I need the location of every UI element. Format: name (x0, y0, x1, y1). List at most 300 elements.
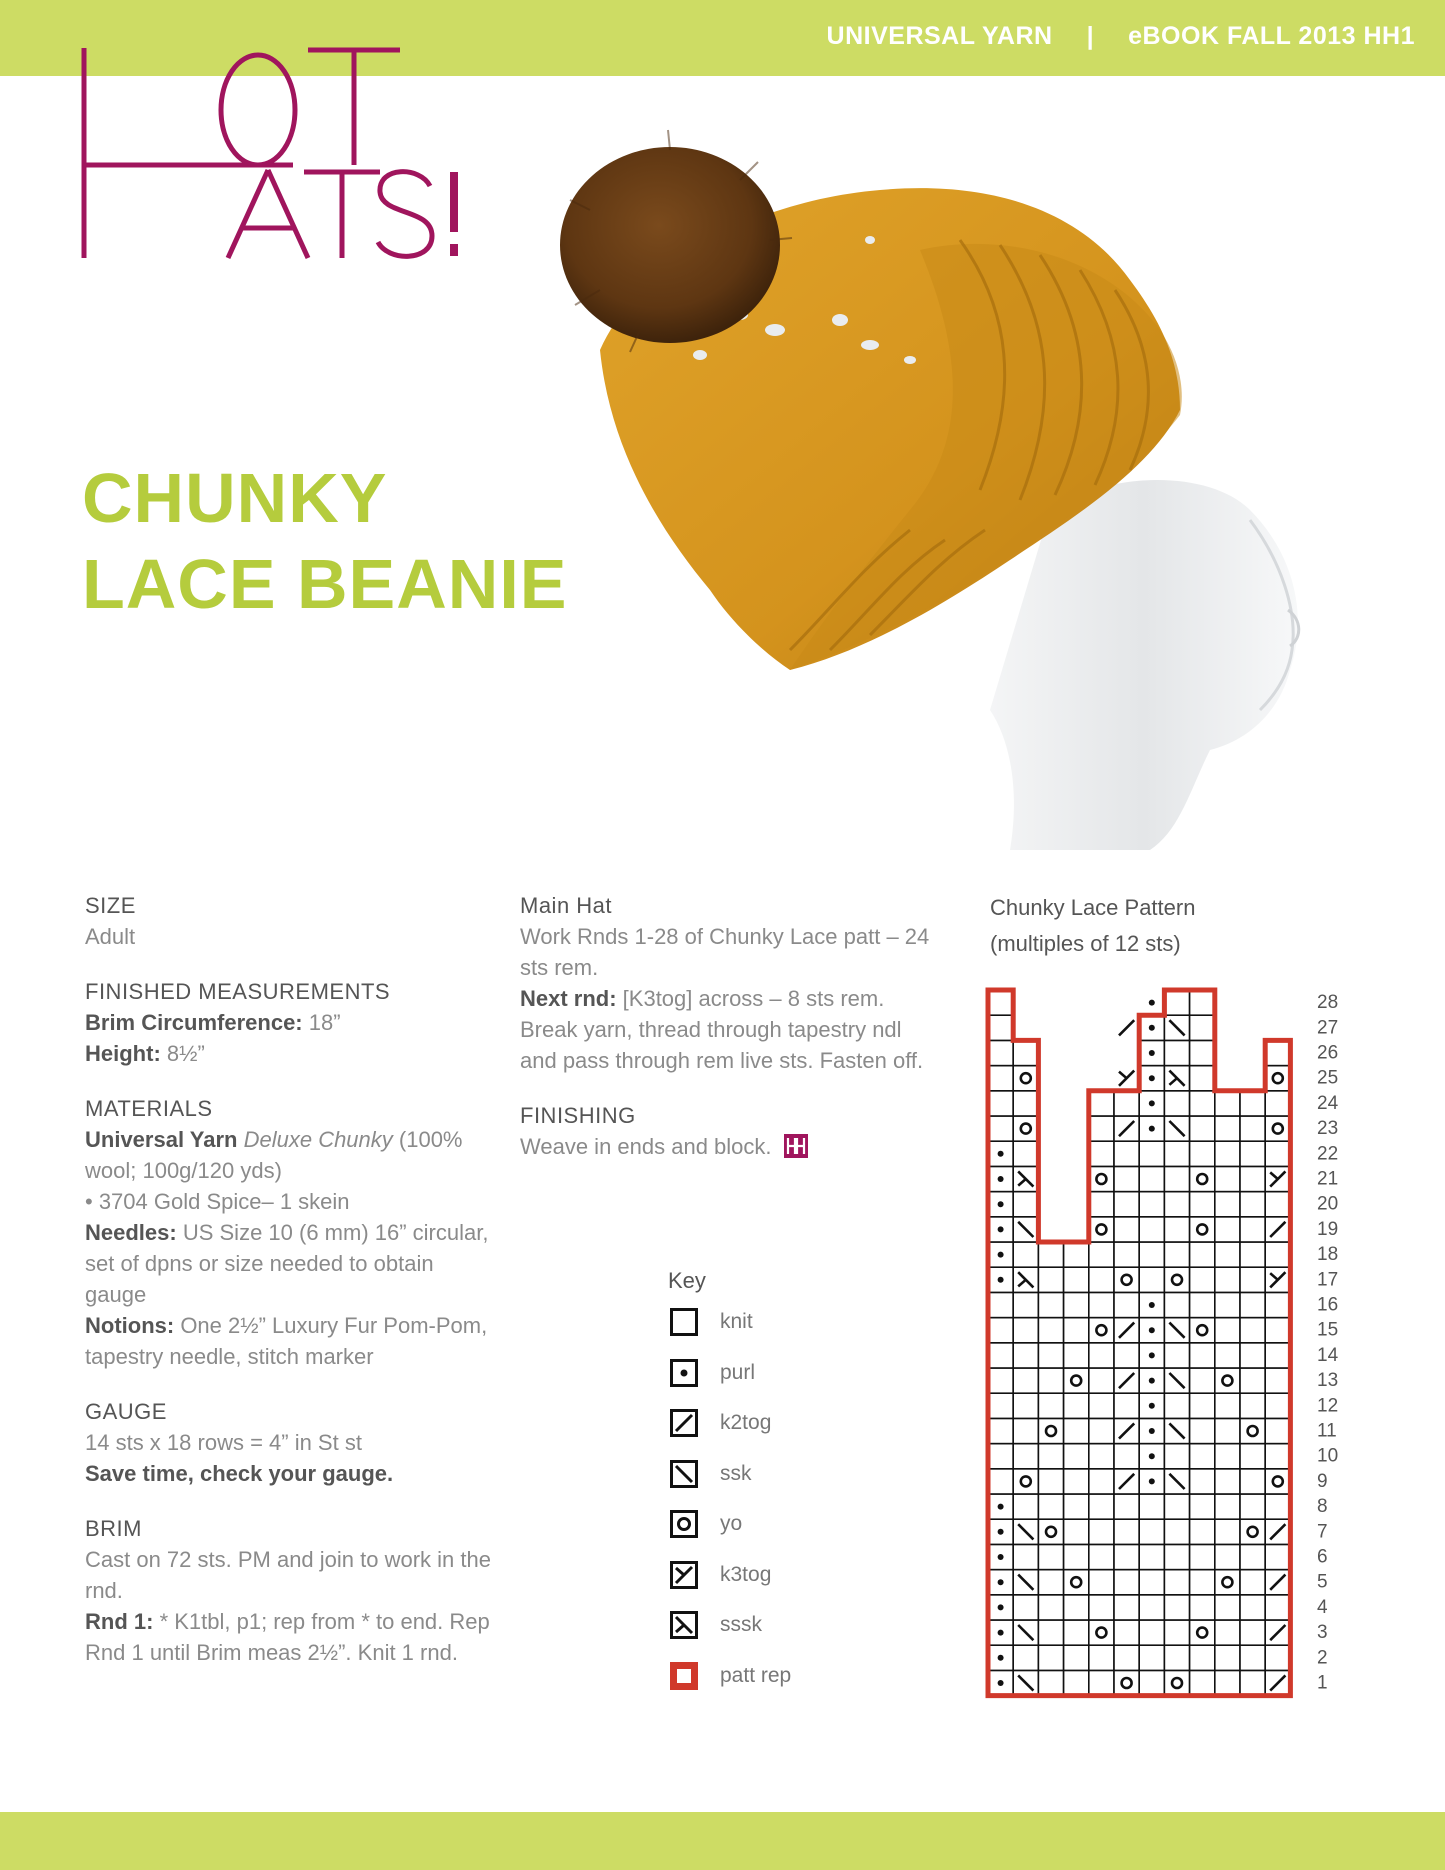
brim-heading: BRIM (85, 1516, 142, 1541)
chart-cell (1114, 1141, 1139, 1166)
chart-cell (1114, 1192, 1139, 1217)
chart-cell (1265, 1368, 1290, 1393)
chart-cell (988, 1091, 1013, 1116)
chart-cell (1089, 1418, 1114, 1443)
chart-cell (1089, 1141, 1114, 1166)
chart-cell (1265, 1066, 1290, 1091)
sssk-icon (670, 1611, 698, 1639)
chart-cell (1164, 1444, 1189, 1469)
size-value: Adult (85, 924, 136, 949)
purl-symbol (998, 1630, 1004, 1636)
chart-cell (1240, 1091, 1265, 1116)
chart-cell (1164, 1595, 1189, 1620)
purl-symbol (998, 1201, 1004, 1207)
chart-cell (1215, 1267, 1240, 1292)
chart-cell (1190, 1192, 1215, 1217)
chart-cell (1265, 1116, 1290, 1141)
chart-cell (1164, 1192, 1189, 1217)
purl-symbol (998, 1252, 1004, 1258)
chart-cell (1114, 1620, 1139, 1645)
chart-cell (1089, 1192, 1114, 1217)
row-number: 11 (1317, 1420, 1337, 1442)
chart-cell (1240, 1670, 1265, 1695)
chart-cell (1240, 1242, 1265, 1267)
chart-cell (1089, 1091, 1114, 1116)
chart-cell (1089, 1217, 1114, 1242)
chart-cell (1089, 1292, 1114, 1317)
row-number: 14 (1317, 1344, 1339, 1366)
chart-cell (1265, 1645, 1290, 1670)
chart-cell (1240, 1570, 1265, 1595)
chart-cell (1215, 1418, 1240, 1443)
chart-cell (1215, 1444, 1240, 1469)
chart-cell (988, 1015, 1013, 1040)
chart-cell (1164, 1141, 1189, 1166)
chart-cell (1190, 1368, 1215, 1393)
chart-cell (1114, 1645, 1139, 1670)
chart-cell (1164, 1217, 1189, 1242)
chart-cell (1139, 1544, 1164, 1569)
notions-value: One 2½” Luxury Fur Pom-Pom, tapestry needle, stitch marker (85, 1313, 488, 1369)
chart-cell (1190, 1570, 1215, 1595)
key-item (668, 1662, 918, 1713)
purl-symbol (1149, 1478, 1155, 1484)
row-number: 25 (1317, 1067, 1339, 1089)
chart-cell (1139, 1192, 1164, 1217)
chart-cell (1038, 1418, 1063, 1443)
chart-cell (988, 1040, 1013, 1065)
chart-cell (1013, 1418, 1038, 1443)
chart-cell (1215, 1242, 1240, 1267)
chart-cell (1089, 1620, 1114, 1645)
purl-symbol (1149, 1453, 1155, 1459)
purl-symbol (1149, 1428, 1155, 1434)
yarn-brand: Universal Yarn (85, 1127, 238, 1152)
purl-symbol (998, 1554, 1004, 1560)
height-value: 8½” (160, 1041, 205, 1066)
chart-cell (1164, 990, 1189, 1015)
chart-cell (1265, 1469, 1290, 1494)
chart-cell (1013, 1368, 1038, 1393)
chart-cell (1013, 1393, 1038, 1418)
chart-cell (1064, 1242, 1089, 1267)
chart-cell (1215, 1494, 1240, 1519)
height (85, 1038, 500, 1069)
chart-cell (1265, 1595, 1290, 1620)
height-label: Height: (85, 1041, 161, 1066)
chart-cell (1240, 1318, 1265, 1343)
chart-cell (1215, 1318, 1240, 1343)
key-label: purl (720, 1360, 756, 1384)
chart-cell (1064, 1418, 1089, 1443)
chart-cell (1139, 1645, 1164, 1670)
chart-cell (1089, 1242, 1114, 1267)
gauge-note: Save time, check your gauge. (85, 1461, 394, 1486)
chart-cell (1265, 1091, 1290, 1116)
chart-cell (1190, 1519, 1215, 1544)
row-number: 24 (1317, 1092, 1339, 1114)
row-number: 28 (1317, 992, 1339, 1014)
chart-cell (1190, 1217, 1215, 1242)
chart-cell (1215, 1141, 1240, 1166)
chart-cell (1089, 1393, 1114, 1418)
chart-cell (988, 1444, 1013, 1469)
chart-cell (1064, 1469, 1089, 1494)
chart-cell (1164, 1091, 1189, 1116)
chart-cell (1190, 1015, 1215, 1040)
chart-cell (1265, 1141, 1290, 1166)
chart-cell (988, 1393, 1013, 1418)
purl-symbol (1149, 1378, 1155, 1384)
row-number: 26 (1317, 1042, 1339, 1064)
chart-cell (1215, 1091, 1240, 1116)
chart-cell (1215, 1620, 1240, 1645)
chart-cell (1240, 1192, 1265, 1217)
chart-cell (1265, 1393, 1290, 1418)
chart-cell (1064, 1267, 1089, 1292)
chart-cell (988, 1116, 1013, 1141)
lace-pattern-chart (980, 980, 1350, 1700)
chart-cell (1013, 1469, 1038, 1494)
purl-symbol (998, 1529, 1004, 1535)
chart-cell (1265, 1318, 1290, 1343)
chart-cell (1114, 1544, 1139, 1569)
chart-cell (1190, 1318, 1215, 1343)
chart-cell (1064, 1595, 1089, 1620)
k2tog-symbol (1119, 1020, 1134, 1035)
chart-cell (1139, 1242, 1164, 1267)
row-number: 13 (1317, 1370, 1339, 1392)
k3tog-icon (670, 1561, 698, 1589)
chart-cell (1190, 1595, 1215, 1620)
chart-cell (1013, 1116, 1038, 1141)
chart-cell (1215, 1670, 1240, 1695)
brim-label: Brim Circumference: (85, 1010, 303, 1035)
chart-cell (1013, 1091, 1038, 1116)
chart-cell (1215, 1292, 1240, 1317)
chart-cell (1164, 1343, 1189, 1368)
key-label: k3tog (720, 1562, 772, 1586)
chart-cell (1139, 1166, 1164, 1191)
row-number: 12 (1317, 1395, 1339, 1417)
purl-symbol (998, 1655, 1004, 1661)
purl-symbol (1149, 1352, 1155, 1358)
chart-cell (1064, 1494, 1089, 1519)
purl-symbol (1149, 1000, 1155, 1006)
measurements-heading: FINISHED MEASUREMENTS (85, 979, 391, 1004)
chart-cell (1265, 1242, 1290, 1267)
brim-circumference (85, 1007, 500, 1038)
chart-cell (1038, 1645, 1063, 1670)
yarn-color: • 3704 Gold Spice– 1 skein (85, 1189, 350, 1214)
notions-label: Notions: (85, 1313, 175, 1338)
chart-cell (1089, 1343, 1114, 1368)
chart-cell (1215, 1595, 1240, 1620)
chart-cell (1215, 1645, 1240, 1670)
header-separator: | (1086, 22, 1095, 50)
key-item (668, 1409, 918, 1460)
chart-cell (1139, 1595, 1164, 1620)
chart-cell (1215, 1368, 1240, 1393)
chart-cell (1038, 1469, 1063, 1494)
chart-cell (1215, 1116, 1240, 1141)
row-number: 15 (1317, 1319, 1339, 1341)
chart-cell (1190, 1620, 1215, 1645)
chart-cell (1164, 1393, 1189, 1418)
chart-cell (1164, 1292, 1189, 1317)
chart-cell (1089, 1595, 1114, 1620)
key-label: ssk (720, 1461, 752, 1485)
row-number: 8 (1317, 1496, 1328, 1518)
brim-text: Cast on 72 sts. PM and join to work in the rnd. (85, 1547, 491, 1603)
chart-cell (1215, 1166, 1240, 1191)
chart-cell (1013, 1544, 1038, 1569)
chart-cell (1013, 1595, 1038, 1620)
chart-cell (1265, 1343, 1290, 1368)
finishing-heading: FINISHING (520, 1103, 636, 1128)
knit-icon (670, 1308, 698, 1336)
chart-cell (1114, 1217, 1139, 1242)
chart-cell (1265, 1494, 1290, 1519)
chart-cell (1240, 1469, 1265, 1494)
materials-heading: MATERIALS (85, 1096, 213, 1121)
chart-cell (1164, 1570, 1189, 1595)
key-item (668, 1510, 918, 1561)
key-item (668, 1308, 918, 1359)
chart-cell (1190, 1494, 1215, 1519)
key-item (668, 1460, 918, 1511)
chart-cell (1064, 1292, 1089, 1317)
yarn-info (85, 1124, 500, 1186)
purl-symbol (998, 1680, 1004, 1686)
key-item (668, 1611, 918, 1662)
chart-cell (1190, 1166, 1215, 1191)
chart-cell (1190, 1343, 1215, 1368)
chart-cell (1114, 1166, 1139, 1191)
chart-cell (1038, 1368, 1063, 1393)
chart-cell (1038, 1343, 1063, 1368)
yarn-desc: (100% wool; 100g/120 yds) (85, 1127, 463, 1183)
chart-cell (1164, 1645, 1189, 1670)
chart-cell (1038, 1292, 1063, 1317)
chart-cell (1038, 1393, 1063, 1418)
chart-cell (1089, 1116, 1114, 1141)
row-number: 10 (1317, 1445, 1339, 1467)
header-brand (827, 22, 1415, 51)
chart-cell (1240, 1645, 1265, 1670)
chart-cell (1089, 1570, 1114, 1595)
next-rnd (520, 983, 940, 1076)
row-number: 16 (1317, 1294, 1339, 1316)
chart-cell (1139, 1570, 1164, 1595)
purl-symbol (998, 1151, 1004, 1157)
chart-cell (1013, 1192, 1038, 1217)
chart-cell (1240, 1494, 1265, 1519)
chart-title-line-2: (multiples of 12 sts) (990, 931, 1181, 956)
purl-symbol (998, 1277, 1004, 1283)
chart-cell (1190, 1267, 1215, 1292)
chart-cell (1114, 1570, 1139, 1595)
purl-icon (670, 1359, 698, 1387)
chart-cell (1114, 1595, 1139, 1620)
chart-cell (1190, 1091, 1215, 1116)
chart-cell (1190, 1040, 1215, 1065)
title-line-1: CHUNKY (82, 459, 388, 537)
chart-cell (988, 1469, 1013, 1494)
purl-symbol (998, 1504, 1004, 1510)
left-column (85, 890, 500, 1668)
title-line-2: LACE BEANIE (82, 545, 568, 623)
chart-cell (1064, 1318, 1089, 1343)
chart-title (990, 890, 1195, 962)
chart-cell (1215, 1192, 1240, 1217)
chart-title-line-1: Chunky Lace Pattern (990, 895, 1196, 920)
chart-cell (1240, 1292, 1265, 1317)
chart-cell (1038, 1318, 1063, 1343)
finishing-text-row (520, 1131, 940, 1162)
chart-cell (1089, 1645, 1114, 1670)
chart-cell (988, 1418, 1013, 1443)
chart-key (668, 1268, 918, 1712)
purl-symbol (1149, 1302, 1155, 1308)
row-number: 2 (1317, 1647, 1328, 1669)
chart-cell (1265, 1040, 1290, 1065)
key-label: sssk (720, 1613, 762, 1636)
chart-cell (1064, 1343, 1089, 1368)
row-number: 4 (1317, 1596, 1328, 1618)
chart-cell (1265, 1418, 1290, 1443)
chart-cell (1190, 1292, 1215, 1317)
purl-symbol (1149, 1100, 1155, 1106)
k3tog-symbol (1119, 1071, 1134, 1086)
chart-cell (988, 990, 1013, 1015)
chart-cell (1064, 1670, 1089, 1695)
chart-cell (1190, 1141, 1215, 1166)
rnd1-text (85, 1606, 500, 1668)
chart-cell (1265, 1292, 1290, 1317)
chart-cell (1038, 1267, 1063, 1292)
key-label: k2tog (720, 1411, 772, 1434)
chart-cell (1114, 1444, 1139, 1469)
size-heading: SIZE (85, 893, 136, 918)
chart-cell (1215, 1469, 1240, 1494)
chart-cell (1240, 1418, 1265, 1443)
k2tog-icon (670, 1409, 698, 1437)
purl-symbol (1149, 1075, 1155, 1081)
main-hat-heading: Main Hat (520, 893, 613, 918)
purl-symbol (1149, 1025, 1155, 1031)
row-number: 5 (1317, 1571, 1328, 1593)
purl-symbol (998, 1226, 1004, 1232)
chart-cell (1114, 1494, 1139, 1519)
chart-cell (1089, 1670, 1114, 1695)
chart-cell (1064, 1444, 1089, 1469)
yo-icon (670, 1510, 698, 1538)
row-number: 18 (1317, 1244, 1339, 1266)
chart-cell (988, 1368, 1013, 1393)
row-number: 21 (1317, 1168, 1339, 1190)
chart-cell (1064, 1645, 1089, 1670)
chart-cell (1038, 1242, 1063, 1267)
chart-cell (1164, 1670, 1189, 1695)
next-rnd-label: Next rnd: (520, 986, 617, 1011)
chart-cell (1215, 1519, 1240, 1544)
key-label: knit (720, 1310, 753, 1333)
chart-cell (1190, 1418, 1215, 1443)
chart-cell (1064, 1620, 1089, 1645)
next-rnd-text: [K3tog] across – 8 sts rem. Break yarn, thread through tapestry ndl and pass through rem live sts. Fasten off. (520, 986, 924, 1073)
chart-cell (1190, 1242, 1215, 1267)
chart-cell (1013, 1444, 1038, 1469)
brand-name: UNIVERSAL YARN (826, 22, 1053, 50)
chart-cell (1139, 1217, 1164, 1242)
chart-cell (1114, 1267, 1139, 1292)
chart-cell (1265, 1444, 1290, 1469)
chart-cell (1139, 1141, 1164, 1166)
chart-cell (1013, 1318, 1038, 1343)
chart-cell (1038, 1570, 1063, 1595)
row-number: 27 (1317, 1017, 1339, 1039)
chart-cell (1038, 1620, 1063, 1645)
chart-cell (1139, 1620, 1164, 1645)
row-number: 7 (1317, 1521, 1328, 1543)
needles-label: Needles: (85, 1220, 177, 1245)
chart-cell (1164, 1544, 1189, 1569)
chart-cell (1190, 1116, 1215, 1141)
chart-cell (1013, 1343, 1038, 1368)
chart-cell (1089, 1318, 1114, 1343)
chart-cell (1240, 1166, 1265, 1191)
chart-cell (1265, 1192, 1290, 1217)
row-number: 1 (1317, 1672, 1328, 1694)
ebook-label: eBOOK FALL 2013 HH1 (1128, 22, 1415, 50)
gauge-heading: GAUGE (85, 1399, 167, 1424)
brim-value: 18” (302, 1010, 341, 1035)
chart-cell (988, 1343, 1013, 1368)
chart-cell (1190, 1393, 1215, 1418)
chart-cell (1164, 1166, 1189, 1191)
row-number: 17 (1317, 1269, 1339, 1291)
chart-cell (1240, 1595, 1265, 1620)
chart-cell (1064, 1544, 1089, 1569)
hot-hats-logo (78, 40, 478, 265)
chart-cell (1215, 1544, 1240, 1569)
chart-cell (1215, 1343, 1240, 1368)
chart-cell (1089, 1444, 1114, 1469)
key-label: yo (720, 1512, 743, 1535)
key-title: Key (668, 1268, 706, 1293)
chart-cell (1240, 1116, 1265, 1141)
key-item (668, 1359, 918, 1410)
chart-cell (1013, 1040, 1038, 1065)
purl-symbol (998, 1176, 1004, 1182)
chart-cell (1240, 1141, 1265, 1166)
chart-cell (1139, 1267, 1164, 1292)
chart-cell (1139, 1519, 1164, 1544)
purl-symbol (1149, 1050, 1155, 1056)
chart-cell (1013, 1066, 1038, 1091)
chart-cell (1164, 1040, 1189, 1065)
needles-value: US Size 10 (6 mm) 16” circular, set of dpns or size needed to obtain gauge (85, 1220, 489, 1307)
chart-cell (1013, 1141, 1038, 1166)
chart-cell (1089, 1267, 1114, 1292)
hh-end-mark-icon (784, 1134, 808, 1158)
needles (85, 1217, 500, 1310)
row-number: 19 (1317, 1218, 1339, 1240)
chart-cell (1064, 1393, 1089, 1418)
chart-cell (1265, 1544, 1290, 1569)
chart-cell (1114, 1670, 1139, 1695)
